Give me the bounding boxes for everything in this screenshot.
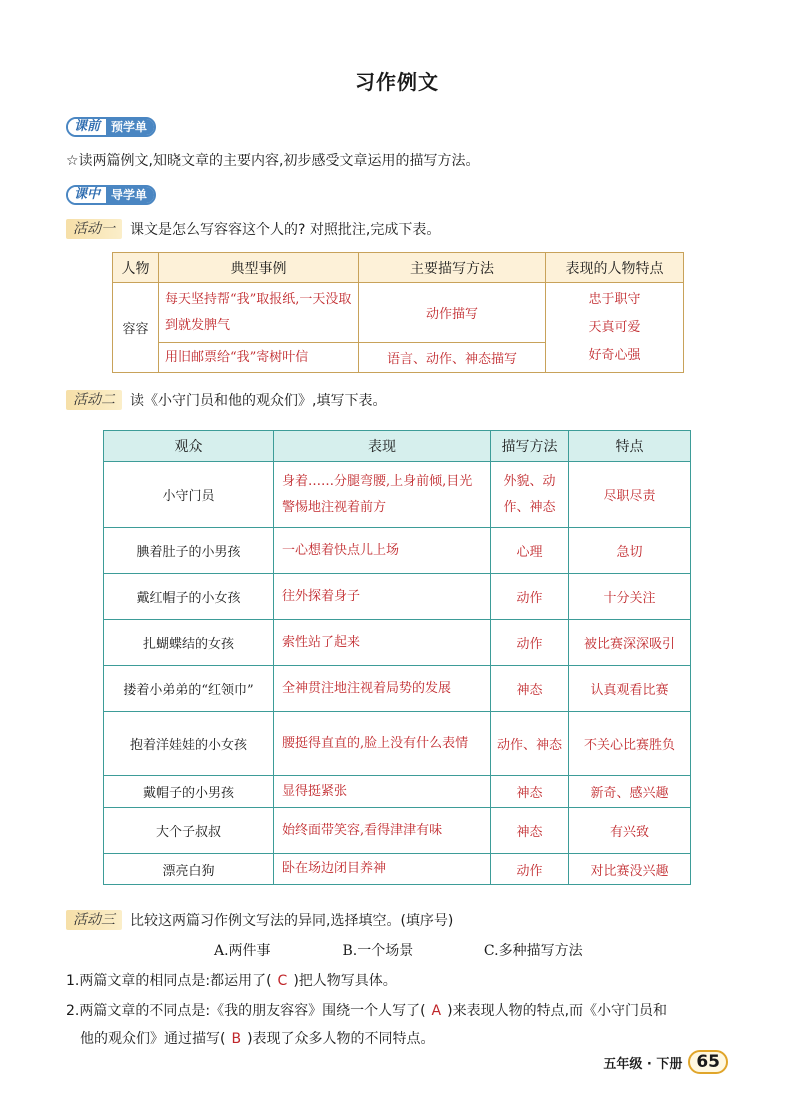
behavior-cell: 往外探着身子	[274, 574, 491, 620]
table-header-row	[104, 431, 691, 462]
grade-label: 五年级 · 下册	[603, 1056, 683, 1072]
pre-class-text: ☆读两篇例文,知晓文章的主要内容,初步感受文章运用的描写方法。	[66, 153, 480, 169]
question-1-pre: 1.两篇文章的相同点是:都运用了(	[66, 973, 272, 989]
table-row	[104, 854, 691, 885]
trait-item: 天真可爱	[588, 319, 641, 335]
trait-item: 忠于职守	[588, 291, 641, 307]
behavior-cell: 腰挺得直直的,脸上没有什么表情	[274, 712, 491, 776]
audience-cell: 戴帽子的小男孩	[104, 776, 274, 808]
audience-cell: 戴红帽子的小女孩	[104, 574, 274, 620]
question-2	[66, 997, 667, 1053]
trait-cell: 认真观看比赛	[569, 666, 691, 712]
table-header: 典型事例	[159, 253, 359, 283]
method-cell: 动作	[491, 620, 569, 666]
method-cell: 心理	[491, 528, 569, 574]
audience-cell: 抱着洋娃娃的小女孩	[104, 712, 274, 776]
method-cell: 语言、动作、神态描写	[359, 343, 546, 373]
behavior-cell: 始终面带笑容,看得津津有味	[274, 808, 491, 854]
answer-2b: B	[231, 1031, 242, 1047]
activity-3-text: 比较这两篇习作例文写法的异同,选择填空。(填序号)	[130, 913, 454, 929]
rongrong-table	[112, 252, 684, 373]
table-row	[104, 776, 691, 808]
table-row	[113, 283, 684, 343]
option-c: C.多种描写方法	[483, 943, 583, 959]
behavior-cell: 显得挺紧张	[274, 776, 491, 808]
activity-2-text: 读《小守门员和他的观众们》,填写下表。	[130, 393, 387, 409]
table-header: 表现	[274, 431, 491, 462]
audience-table	[103, 430, 691, 885]
question-2-line-2	[66, 1025, 667, 1053]
audience-cell: 腆着肚子的小男孩	[104, 528, 274, 574]
trait-cell: 尽职尽责	[569, 462, 691, 528]
in-class-label-a: 课中	[68, 187, 106, 203]
method-cell: 动作	[491, 574, 569, 620]
table-header: 观众	[104, 431, 274, 462]
trait-cell: 被比赛深深吸引	[569, 620, 691, 666]
trait-item: 好奇心强	[588, 347, 641, 363]
question-2-line-1	[66, 997, 667, 1025]
page-number: 65	[688, 1050, 728, 1074]
behavior-cell: 索性站了起来	[274, 620, 491, 666]
answer-2a: A	[431, 1003, 442, 1019]
page-title: 习作例文	[355, 70, 439, 94]
table-row	[104, 574, 691, 620]
page-footer	[603, 1050, 728, 1074]
answer-1: C	[277, 973, 288, 989]
audience-cell: 搂着小弟弟的“红领巾”	[104, 666, 274, 712]
table-row	[104, 528, 691, 574]
person-cell: 容容	[113, 283, 159, 373]
audience-cell: 漂亮白狗	[104, 854, 274, 885]
option-b: B.一个场景	[342, 943, 414, 959]
in-class-label-b: 导学单	[106, 187, 154, 203]
table-header: 人物	[113, 253, 159, 283]
method-cell: 动作描写	[359, 283, 546, 343]
option-a: A.两件事	[214, 943, 271, 959]
table-header: 特点	[569, 431, 691, 462]
question-2-mid: )来表现人物的特点,而《小守门员和	[447, 1003, 668, 1019]
table-row	[104, 808, 691, 854]
question-1-post: )把人物写具体。	[293, 973, 397, 989]
table-header: 描写方法	[491, 431, 569, 462]
pre-class-label	[66, 117, 156, 137]
activity-3	[66, 910, 453, 930]
example-cell: 用旧邮票给“我”寄树叶信	[159, 343, 359, 373]
table-row	[104, 620, 691, 666]
activity-1-text: 课文是怎么写容容这个人的? 对照批注,完成下表。	[130, 222, 441, 238]
table-row	[104, 712, 691, 776]
table-header-row	[113, 253, 684, 283]
table-row	[104, 666, 691, 712]
pre-class-label-a: 课前	[68, 119, 106, 135]
table-row	[104, 462, 691, 528]
trait-cell: 新奇、感兴趣	[569, 776, 691, 808]
trait-cell: 十分关注	[569, 574, 691, 620]
behavior-cell: 卧在场边闭目养神	[274, 854, 491, 885]
activity-1-tag: 活动一	[66, 219, 122, 239]
behavior-cell: 身着……分腿弯腰,上身前倾,目光警惕地注视着前方	[274, 462, 491, 528]
method-cell: 动作	[491, 854, 569, 885]
audience-cell: 大个子叔叔	[104, 808, 274, 854]
activity-2	[66, 390, 386, 410]
audience-cell: 小守门员	[104, 462, 274, 528]
behavior-cell: 全神贯注地注视着局势的发展	[274, 666, 491, 712]
method-cell: 神态	[491, 776, 569, 808]
pre-class-label-b: 预学单	[106, 119, 154, 135]
table-header: 表现的人物特点	[546, 253, 684, 283]
options-row	[214, 940, 583, 960]
method-cell: 外貌、动作、神态	[491, 462, 569, 528]
activity-1	[66, 219, 440, 239]
trait-cell: 有兴致	[569, 808, 691, 854]
question-2-line2-pre: 他的观众们》通过描写(	[80, 1031, 226, 1047]
method-cell: 动作、神态	[491, 712, 569, 776]
activity-2-tag: 活动二	[66, 390, 122, 410]
behavior-cell: 一心想着快点儿上场	[274, 528, 491, 574]
in-class-label	[66, 185, 156, 205]
activity-3-tag: 活动三	[66, 910, 122, 930]
question-2-post: )表现了众多人物的不同特点。	[247, 1031, 435, 1047]
trait-cell: 不关心比赛胜负	[569, 712, 691, 776]
method-cell: 神态	[491, 808, 569, 854]
question-2-pre: 2.两篇文章的不同点是:《我的朋友容容》围绕一个人写了(	[66, 1003, 426, 1019]
trait-cell: 急切	[569, 528, 691, 574]
method-cell: 神态	[491, 666, 569, 712]
table-header: 主要描写方法	[359, 253, 546, 283]
traits-cell	[546, 283, 684, 373]
question-1	[66, 970, 397, 990]
audience-cell: 扎蝴蝶结的女孩	[104, 620, 274, 666]
example-cell: 每天坚持帮“我”取报纸,一天没取到就发脾气	[159, 283, 359, 343]
trait-cell: 对比赛没兴趣	[569, 854, 691, 885]
